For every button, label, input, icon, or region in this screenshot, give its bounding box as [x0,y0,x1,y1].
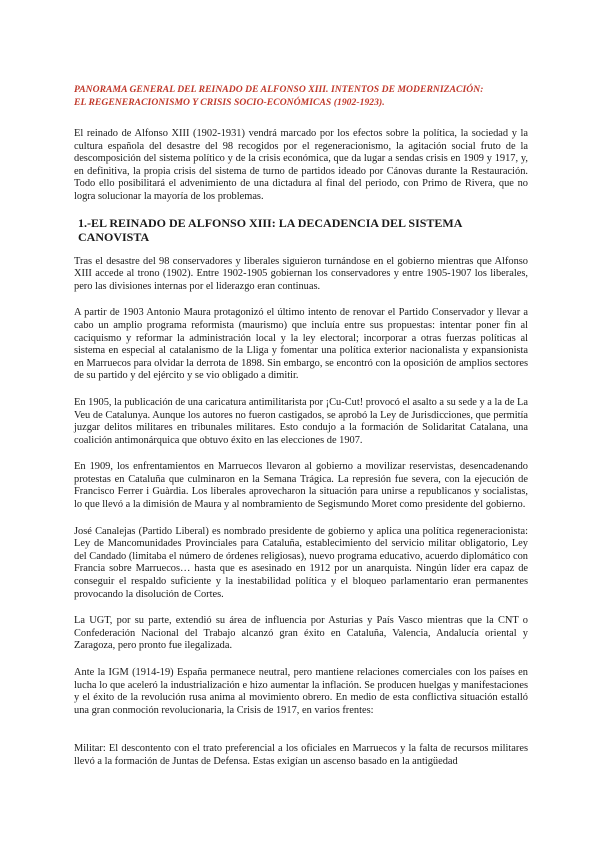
paragraph-8: Militar: El descontento con el trato preferencial a los oficiales en Marruecos y la falta de recursos militares llevó a la formación de Juntas de Defensa. Estas exigían un ascenso basado en la antigüedad [74,743,528,767]
section-heading: 1.-EL REINADO DE ALFONSO XIII: LA DECADENCIA DEL SISTEMA CANOVISTA [78,215,462,244]
title-line-2: EL REGENERACIONISMO Y CRISIS SOCIO-ECONÓMICAS (1902-1923). [74,97,385,108]
paragraph-6: La UGT, por su parte, extendió su área de influencia por Asturias y País Vasco mientras que la CNT o Confederación Nacional del Trabajo alcanzó gran éxito en Cataluña, Valencia, Andalucía oriental y Zaragoza, pero pronto fue ilegalizada. [74,615,528,652]
title-line-1: PANORAMA GENERAL DEL REINADO DE ALFONSO XIII. INTENTOS DE MODERNIZACIÓN: [74,84,484,95]
paragraph-3: En 1905, la publicación de una caricatura antimilitarista por ¡Cu-Cut! provocó el asalto a su sede y a la de La Veu de Catalunya. Aunque los autores no fueron castigados, se aprobó la Ley de Jurisdicciones, que permitía juzgar delitos militares en tribunales militares. Esto condujo a la formación de Solidaritat Catalana, una coalición antimonárquica que obtuvo éxito en las elecciones de 1907. [74,396,528,446]
paragraph-4: En 1909, los enfrentamientos en Marruecos llevaron al gobierno a movilizar reservistas, desencadenando protestas en Cataluña que culminaron en la Semana Trágica. La represión fue severa, con la ejecución de Francisco Ferrer i Guàrdia. Los liberales aprovecharon la situación para unirse a republicanos y socialistas, lo que llevó a la dimisión de Maura y al nombramiento de Segismundo Moret como presidente del gobierno. [74,461,528,511]
paragraph-2: A partir de 1903 Antonio Maura protagonizó el último intento de renovar el Partido Conservador y llevar a cabo un amplio programa reformista (maurismo) que incluía entre sus propuestas: intentar poner fin al caciquismo y reformar la administración local y la ley electoral; incorporar a otras fuerzas políticas al sistema en especial al catalanismo de la Lliga y fomentar una política exterior nacionalista y expansionista en Marruecos para olvidar la derrota de 1898. Sin embargo, se encontró con la oposición de amplios sectores de su partido y del ejército y se vio obligado a dimitir. [74,307,528,382]
paragraph-1: Tras el desastre del 98 conservadores y liberales siguieron turnándose en el gobierno mientras que Alfonso XIII accede al trono (1902). Entre 1902-1905 gobiernan los conservadores y entre 1905-1907 los liberales, pero las divisiones internas por el liderazgo eran continuas. [74,255,528,292]
document-title [74,83,528,109]
intro-paragraph: El reinado de Alfonso XIII (1902-1931) vendrá marcado por los efectos sobre la política, la sociedad y la cultura española del desastre del 98 recogidos por el regeneracionismo, la agitación social fruto de la descomposición del sistema político y de la crisis económica, que da lugar a sendas crisis en 1909 y 1917, y, en definitiva, la propia crisis del sistema de turno de partidos ideado por Cánovas durante la Restauración. Todo ello posibilitará el advenimiento de una dictadura al final del periodo, con Primo de Rivera, que no logra solucionar la mayoría de los problemas. [74,128,528,202]
paragraph-5: José Canalejas (Partido Liberal) es nombrado presidente de gobierno y aplica una política regeneracionista: Ley de Mancomunidades Provinciales para Cataluña, establecimiento del servicio militar obligatorio, Ley del Candado (limitaba el número de órdenes religiosas), nuevo programa educativo, acuerdo diplomático con Francia sobre Marruecos… hasta que es asesinado en 1912 por un anarquista. Ningún líder era capaz de conseguir el respaldo suficiente y la inestabilidad política y el bloqueo parlamentario eran permanentes provocando la disolución de Cortes. [74,525,528,600]
paragraph-7: Ante la IGM (1914-19) España permanece neutral, pero mantiene relaciones comerciales con los países en lucha lo que aceleró la industrialización e hizo aumentar la inflación. Se producen huelgas y manifestaciones y el éxito de la revolución rusa anima al movimiento obrero. En medio de esta conflictiva situación estalló una gran conmoción revolucionaria, la Crisis de 1917, en varios frentes: [74,667,528,716]
